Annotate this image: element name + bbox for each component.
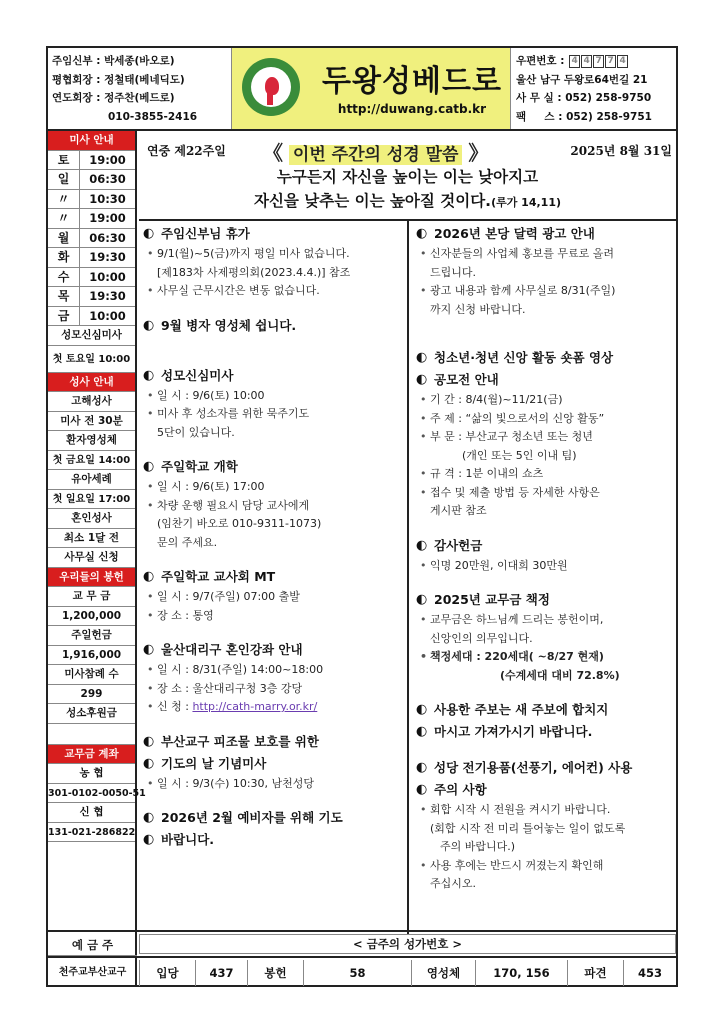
bank1-account: 301-0102-0050-51 bbox=[48, 784, 135, 804]
header bbox=[48, 48, 676, 131]
tithe-amount: 1,200,000 bbox=[48, 607, 135, 627]
notice-item: • 교무금은 하느님께 드리는 봉헌이며, bbox=[416, 611, 679, 630]
sick-communion-label: 환자영성체 bbox=[48, 431, 135, 451]
bank2-account: 131-021-286822 bbox=[48, 823, 135, 843]
communion-label: 영성체 bbox=[411, 960, 475, 986]
notice-item: • 일 시 : 9/3(수) 10:30, 남천성당 bbox=[143, 775, 406, 794]
notice-item: 게시판 참조 bbox=[430, 504, 487, 517]
notice-item: • 부 문 : 부산교구 청소년 또는 청년 bbox=[416, 428, 679, 447]
parish-url[interactable]: http://duwang.catb.kr bbox=[337, 102, 487, 116]
bank2-name: 신 협 bbox=[48, 803, 135, 823]
header-contacts bbox=[52, 52, 232, 126]
column-divider bbox=[407, 221, 409, 935]
attendance-count: 299 bbox=[48, 685, 135, 705]
mass-row: 〃 10:30 bbox=[48, 190, 135, 210]
header-address bbox=[516, 52, 676, 126]
notice-title: ◐ 주일학교 개학 bbox=[143, 456, 406, 478]
notice-title: ◐ 청소년·청년 신앙 활동 숏폼 영상 bbox=[416, 347, 679, 369]
vocation-support-blank bbox=[48, 724, 135, 745]
confession-label: 고해성사 bbox=[48, 392, 135, 412]
association-president: 연도회장 : 정주찬(베드로) bbox=[52, 92, 175, 104]
dismissal-label: 파견 bbox=[567, 960, 623, 986]
marriage-apply: 사무실 신청 bbox=[48, 548, 135, 568]
notice-title: ◐ 사용한 주보는 새 주보에 합치지 bbox=[416, 699, 679, 721]
marriage-label: 혼인성사 bbox=[48, 509, 135, 529]
account-title: 교무금 계좌 bbox=[48, 745, 135, 765]
entry-label: 입당 bbox=[139, 960, 195, 986]
notice-item: • 신자분들의 사업체 홍보를 무료로 올려 bbox=[416, 245, 679, 264]
notice-item: (임찬기 바오로 010-9311-1073) bbox=[157, 517, 322, 530]
notice-item: • 장 소 : 울산대리구청 3층 강당 bbox=[143, 680, 406, 699]
mass-row: 목 19:30 bbox=[48, 287, 135, 307]
mass-row: 금 10:00 bbox=[48, 307, 135, 327]
parish-title: 두왕성베드로 bbox=[322, 64, 502, 99]
notice-item: • 접수 및 제출 방법 등 자세한 사항은 bbox=[416, 484, 679, 503]
mass-row: 화 19:30 bbox=[48, 248, 135, 268]
notice-item: [제183차 사제평의회(2023.4.4.)] 참조 bbox=[157, 265, 351, 279]
hymn-numbers bbox=[139, 960, 676, 986]
mass-row: 토 19:00 bbox=[48, 151, 135, 171]
notice-item: 신앙인의 의무입니다. bbox=[430, 631, 533, 645]
notice-item: • 9/1(월)~5(금)까지 평일 미사 없습니다. bbox=[143, 245, 406, 264]
notice-title-cont: ◐ 바랍니다. bbox=[143, 829, 406, 851]
parish-logo-icon bbox=[242, 58, 300, 116]
notice-item: • 신 청 : http://cath-marry.or.kr/ bbox=[143, 698, 406, 717]
notice-item: 드립니다. bbox=[430, 265, 477, 279]
notice-item: • 사용 후에는 반드시 꺼졌는지 확인해 bbox=[416, 857, 679, 876]
notice-title: ◐ 2026년 본당 달력 광고 안내 bbox=[416, 223, 679, 245]
brand-box bbox=[231, 48, 511, 129]
notice-title-cont: ◐ 공모전 안내 bbox=[416, 369, 679, 391]
footer-divider-2 bbox=[48, 956, 676, 958]
notice-title: ◐ 성모신심미사 bbox=[143, 365, 406, 387]
footer-divider bbox=[48, 930, 676, 932]
sacrament-title: 성사 안내 bbox=[48, 373, 135, 393]
notice-title: ◐ 주일학교 교사회 MT bbox=[143, 566, 406, 588]
notice-title: ◐ 울산대리구 혼인강좌 안내 bbox=[143, 639, 406, 661]
notice-item: • 광고 내용과 함께 사무실로 8/31(주일) bbox=[416, 282, 679, 301]
notice-title: ◐ 성당 전기용품(선풍기, 에어컨) 사용 bbox=[416, 757, 679, 779]
vocation-support-label: 성소후원금 bbox=[48, 704, 135, 724]
notice-title: ◐ 감사헌금 bbox=[416, 535, 679, 557]
mass-row: 일 06:30 bbox=[48, 170, 135, 190]
hymn-title: < 금주의 성가번호 > bbox=[139, 934, 676, 954]
notice-title: ◐ 2025년 교무금 책정 bbox=[416, 589, 679, 611]
sick-communion-time: 첫 금요일 14:00 bbox=[48, 451, 135, 471]
notice-item: 주십시오. bbox=[430, 877, 477, 890]
depositor-label: 예 금 주 bbox=[48, 934, 137, 956]
bulletin-date: 2025년 8월 31일 bbox=[570, 144, 672, 158]
attendance-label: 미사참례 수 bbox=[48, 665, 135, 685]
notice-item: • 책정세대 : 220세대( ~8/27 현재) bbox=[416, 648, 679, 667]
notice-item: • 일 시 : 8/31(주일) 14:00~18:00 bbox=[143, 661, 406, 680]
address: 울산 남구 두왕로64번길 21 bbox=[516, 73, 648, 86]
notice-item: • 일 시 : 9/6(토) 10:00 bbox=[143, 387, 406, 406]
notice-item: (수계세대 대비 72.8%) bbox=[500, 668, 620, 682]
fax-number: 팩 스 : 052) 258-9751 bbox=[516, 110, 652, 123]
sunday-offering-amount: 1,916,000 bbox=[48, 646, 135, 666]
president-phone: 010-3855-2416 bbox=[108, 110, 198, 123]
mass-row: 월 06:30 bbox=[48, 229, 135, 249]
mass-schedule-title: 미사 안내 bbox=[48, 131, 135, 151]
communion-number: 170, 156 bbox=[475, 960, 567, 986]
scripture-verse: 누구든지 자신을 높이는 이는 낮아지고 자신을 낮추는 이는 높아질 것이다.(루가 14,11) bbox=[253, 168, 562, 210]
notice-item: • 미사 후 성소자를 위한 묵주기도 bbox=[143, 405, 406, 424]
right-column bbox=[416, 223, 679, 894]
notice-title-cont: ◐ 기도의 날 기념미사 bbox=[143, 753, 406, 775]
sidebar bbox=[48, 131, 146, 985]
liturgical-week: 연중 제22주일 bbox=[147, 144, 226, 158]
notice-item: • 익명 20만원, 이대희 30만원 bbox=[416, 557, 679, 576]
sunday-offering-label: 주일헌금 bbox=[48, 626, 135, 646]
notice-item: • 주 제 : “삶의 빛으로서의 신앙 활동” bbox=[416, 410, 679, 429]
entry-number: 437 bbox=[195, 960, 247, 986]
marriage-course-link[interactable]: http://cath-marry.or.kr/ bbox=[192, 700, 318, 713]
notice-title: ◐ 주임신부님 휴가 bbox=[143, 223, 406, 245]
notice-item: 까지 신청 바랍니다. bbox=[430, 302, 526, 316]
heart-mass-label: 성모신심미사 bbox=[48, 326, 135, 346]
notice-item: (회합 시작 전 미리 틀어놓는 일이 없도록 bbox=[430, 821, 626, 835]
pastor: 주임신부 : 박세종(바오로) bbox=[52, 55, 175, 67]
heart-mass-time: 첫 토요일 10:00 bbox=[48, 346, 135, 373]
notice-item: • 장 소 : 통영 bbox=[143, 607, 406, 626]
offering-label: 봉헌 bbox=[247, 960, 303, 986]
notice-item: • 회합 시작 시 전원을 켜시기 바랍니다. bbox=[416, 801, 679, 820]
bank1-name: 농 협 bbox=[48, 764, 135, 784]
notice-title-cont: ◐ 마시고 가져가시기 바랍니다. bbox=[416, 721, 679, 743]
notice-item: • 일 시 : 9/6(토) 17:00 bbox=[143, 478, 406, 497]
notice-item: 5단이 있습니다. bbox=[157, 425, 235, 439]
depositor-name: 천주교부산교구 bbox=[58, 967, 127, 978]
mass-row: 수 10:00 bbox=[48, 268, 135, 288]
offering-title: 우리들의 봉헌 bbox=[48, 568, 135, 588]
notice-item: • 일 시 : 9/7(주일) 07:00 출발 bbox=[143, 588, 406, 607]
notice-item: 문의 주세요. bbox=[157, 535, 218, 549]
office-phone: 사 무 실 : 052) 258-9750 bbox=[516, 92, 652, 104]
notice-title: ◐ 부산교구 피조물 보호를 위한 bbox=[143, 731, 406, 753]
notice-title: ◐ 2026년 2월 예비자를 위해 기도 bbox=[143, 807, 406, 829]
notice-item: • 차량 운행 필요시 담당 교사에게 bbox=[143, 497, 406, 516]
confession-time: 미사 전 30분 bbox=[48, 412, 135, 432]
offering-number: 58 bbox=[303, 960, 411, 986]
notice-item: (개인 또는 5인 이내 팀) bbox=[462, 448, 577, 462]
infant-baptism-label: 유아세례 bbox=[48, 470, 135, 490]
notice-title-cont: ◐ 주의 사항 bbox=[416, 779, 679, 801]
zip-code: 우편번호 : 4 4 7 7 4 bbox=[516, 52, 676, 71]
title-line bbox=[139, 137, 676, 165]
verse-reference: (루가 14,11) bbox=[491, 196, 562, 209]
infant-baptism-time: 첫 일요일 17:00 bbox=[48, 490, 135, 510]
left-column bbox=[143, 223, 406, 851]
council-president: 평협회장 : 정철태(베네딕도) bbox=[52, 73, 185, 86]
mass-row: 〃 19:00 bbox=[48, 209, 135, 229]
tithe-label: 교 무 금 bbox=[48, 587, 135, 607]
notice-item: 주의 바랍니다.) bbox=[440, 840, 516, 853]
bulletin-frame bbox=[46, 46, 678, 987]
notice-title: ◐ 9월 병자 영성체 쉽니다. bbox=[143, 315, 406, 337]
notice-item: • 규 격 : 1분 이내의 쇼츠 bbox=[416, 465, 679, 484]
marriage-time: 최소 1달 전 bbox=[48, 529, 135, 549]
notice-item: • 사무실 근무시간은 변동 없습니다. bbox=[143, 282, 406, 301]
notice-item: • 기 간 : 8/4(월)~11/21(금) bbox=[416, 391, 679, 410]
scripture-heading: 《 이번 주간의 성경 말씀 》 bbox=[263, 141, 489, 165]
dismissal-number: 453 bbox=[623, 960, 676, 986]
